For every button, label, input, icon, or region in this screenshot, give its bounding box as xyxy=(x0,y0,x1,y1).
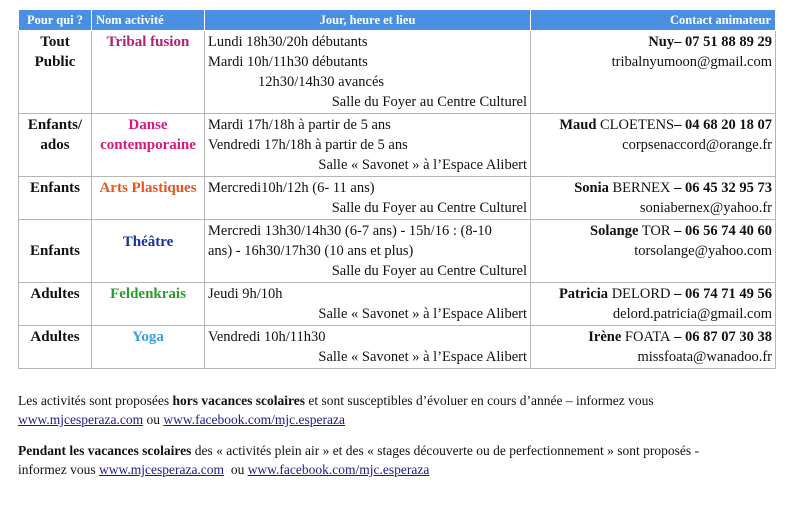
schedule-line: Mercredi10h/12h (6- 11 ans) xyxy=(208,180,375,196)
note-text: et sont susceptibles d’évoluer en cours d’année – informez vous xyxy=(304,393,654,408)
contact-phone: – 04 68 20 18 07 xyxy=(674,117,772,133)
schedule-line: Mercredi 13h30/14h30 (6-7 ans) - 15h/16 : (8-10 xyxy=(208,223,492,239)
contact-cell xyxy=(531,326,776,369)
activity-name: Yoga xyxy=(92,326,205,369)
contact-last-name: TOR xyxy=(638,223,671,239)
contact-line xyxy=(534,327,772,347)
contact-first-name: Irène xyxy=(588,329,622,345)
contact-last-name: CLOETENS xyxy=(596,117,675,133)
note-text: des « activités plein air » et des « stages découverte ou de perfectionnement » sont proposés - xyxy=(191,443,699,458)
facebook-link[interactable]: www.facebook.com/mjc.esperaza xyxy=(247,462,430,477)
table-row xyxy=(19,177,776,220)
header-schedule: Jour, heure et lieu xyxy=(205,10,531,31)
note-text: Les activités sont proposées xyxy=(18,393,173,408)
audience-cell: Enfants xyxy=(19,220,92,283)
contact-phone: – 06 87 07 30 38 xyxy=(670,329,772,345)
activity-name: Théâtre xyxy=(92,220,205,283)
schedule-line: Mardi 17h/18h à partir de 5 ans xyxy=(208,117,391,133)
audience-cell: Adultes xyxy=(19,283,92,326)
schedule-cell xyxy=(205,326,531,369)
contact-email: tribalnyumoon@gmail.com xyxy=(611,54,772,70)
contact-line xyxy=(534,221,772,241)
schedule-line: Lundi 18h30/20h débutants xyxy=(208,34,368,50)
schedule-cell xyxy=(205,283,531,326)
activity-name: Danse contemporaine xyxy=(92,114,205,177)
contact-line xyxy=(534,115,772,135)
schedule-line: Vendredi 10h/11h30 xyxy=(208,329,326,345)
note-paragraph xyxy=(18,441,788,479)
table-row xyxy=(19,114,776,177)
activity-name: Tribal fusion xyxy=(92,31,205,114)
schedule-place: Salle « Savonet » à l’Espace Alibert xyxy=(318,306,527,322)
schedule-cell xyxy=(205,31,531,114)
schedule-line: 12h30/14h30 avancés xyxy=(258,74,385,90)
table-row xyxy=(19,220,776,283)
contact-cell xyxy=(531,220,776,283)
table-header-row xyxy=(19,10,776,31)
schedule-place: Salle du Foyer au Centre Culturel xyxy=(331,263,527,279)
note-text: ou xyxy=(224,462,248,477)
contact-line xyxy=(534,32,772,52)
contact-email: missfoata@wanadoo.fr xyxy=(637,349,772,365)
audience-cell: Tout Public xyxy=(19,31,92,114)
audience-cell: Enfants/ ados xyxy=(19,114,92,177)
contact-first-name: Nuy xyxy=(648,34,675,50)
schedule-place: Salle « Savonet » à l’Espace Alibert xyxy=(318,157,527,173)
contact-first-name: Maud xyxy=(559,117,597,133)
contact-last-name: FOATA xyxy=(621,329,671,345)
contact-cell xyxy=(531,177,776,220)
schedule-line: Jeudi 9h/10h xyxy=(208,286,283,302)
contact-cell xyxy=(531,114,776,177)
table-row xyxy=(19,283,776,326)
website-link[interactable]: www.mjcesperaza.com xyxy=(98,462,225,477)
contact-cell xyxy=(531,283,776,326)
note-text: ou xyxy=(143,412,164,427)
schedule-cell xyxy=(205,177,531,220)
contact-email: soniabernex@yahoo.fr xyxy=(639,200,772,216)
header-who: Pour qui ? xyxy=(19,10,92,31)
schedule-line: Vendredi 17h/18h à partir de 5 ans xyxy=(208,137,408,153)
contact-phone: – 07 51 88 89 29 xyxy=(674,34,772,50)
note-paragraph xyxy=(18,391,788,429)
audience-cell: Enfants xyxy=(19,177,92,220)
contact-last-name: BERNEX xyxy=(608,180,671,196)
contact-email: delord.patricia@gmail.com xyxy=(612,306,772,322)
website-link[interactable]: www.mjcesperaza.com xyxy=(18,412,144,427)
header-contact: Contact animateur xyxy=(531,10,776,31)
note-bold: Pendant les vacances scolaires xyxy=(18,443,192,458)
contact-line xyxy=(534,178,772,198)
schedule-line: ans) - 16h30/17h30 (10 ans et plus) xyxy=(208,243,414,259)
contact-email: corpsenaccord@orange.fr xyxy=(622,137,772,153)
note-bold: hors vacances scolaires xyxy=(172,393,305,408)
activity-name: Feldenkrais xyxy=(92,283,205,326)
contact-line xyxy=(534,284,772,304)
schedule-line: Mardi 10h/11h30 débutants xyxy=(208,54,368,70)
activity-name: Arts Plastiques xyxy=(92,177,205,220)
contact-phone: – 06 74 71 49 56 xyxy=(670,286,772,302)
table-row xyxy=(19,326,776,369)
contact-first-name: Patricia xyxy=(558,286,609,302)
activities-table xyxy=(18,9,776,369)
table-row xyxy=(19,31,776,114)
contact-phone: – 06 56 74 40 60 xyxy=(670,223,772,239)
contact-first-name: Solange xyxy=(590,223,639,239)
facebook-link[interactable]: www.facebook.com/mjc.esperaza xyxy=(163,412,345,427)
schedule-place: Salle du Foyer au Centre Culturel xyxy=(331,94,527,110)
contact-phone: – 06 45 32 95 73 xyxy=(670,180,772,196)
contact-first-name: Sonia xyxy=(574,180,609,196)
contact-last-name: DELORD xyxy=(608,286,671,302)
schedule-place: Salle du Foyer au Centre Culturel xyxy=(331,200,527,216)
schedule-place: Salle « Savonet » à l’Espace Alibert xyxy=(318,349,527,365)
notes-section xyxy=(18,391,788,491)
header-activity: Nom activité xyxy=(92,10,205,31)
schedule-cell xyxy=(205,220,531,283)
schedule-cell xyxy=(205,114,531,177)
audience-cell: Adultes xyxy=(19,326,92,369)
note-text: informez vous xyxy=(18,462,99,477)
contact-email: torsolange@yahoo.com xyxy=(634,243,772,259)
contact-cell xyxy=(531,31,776,114)
